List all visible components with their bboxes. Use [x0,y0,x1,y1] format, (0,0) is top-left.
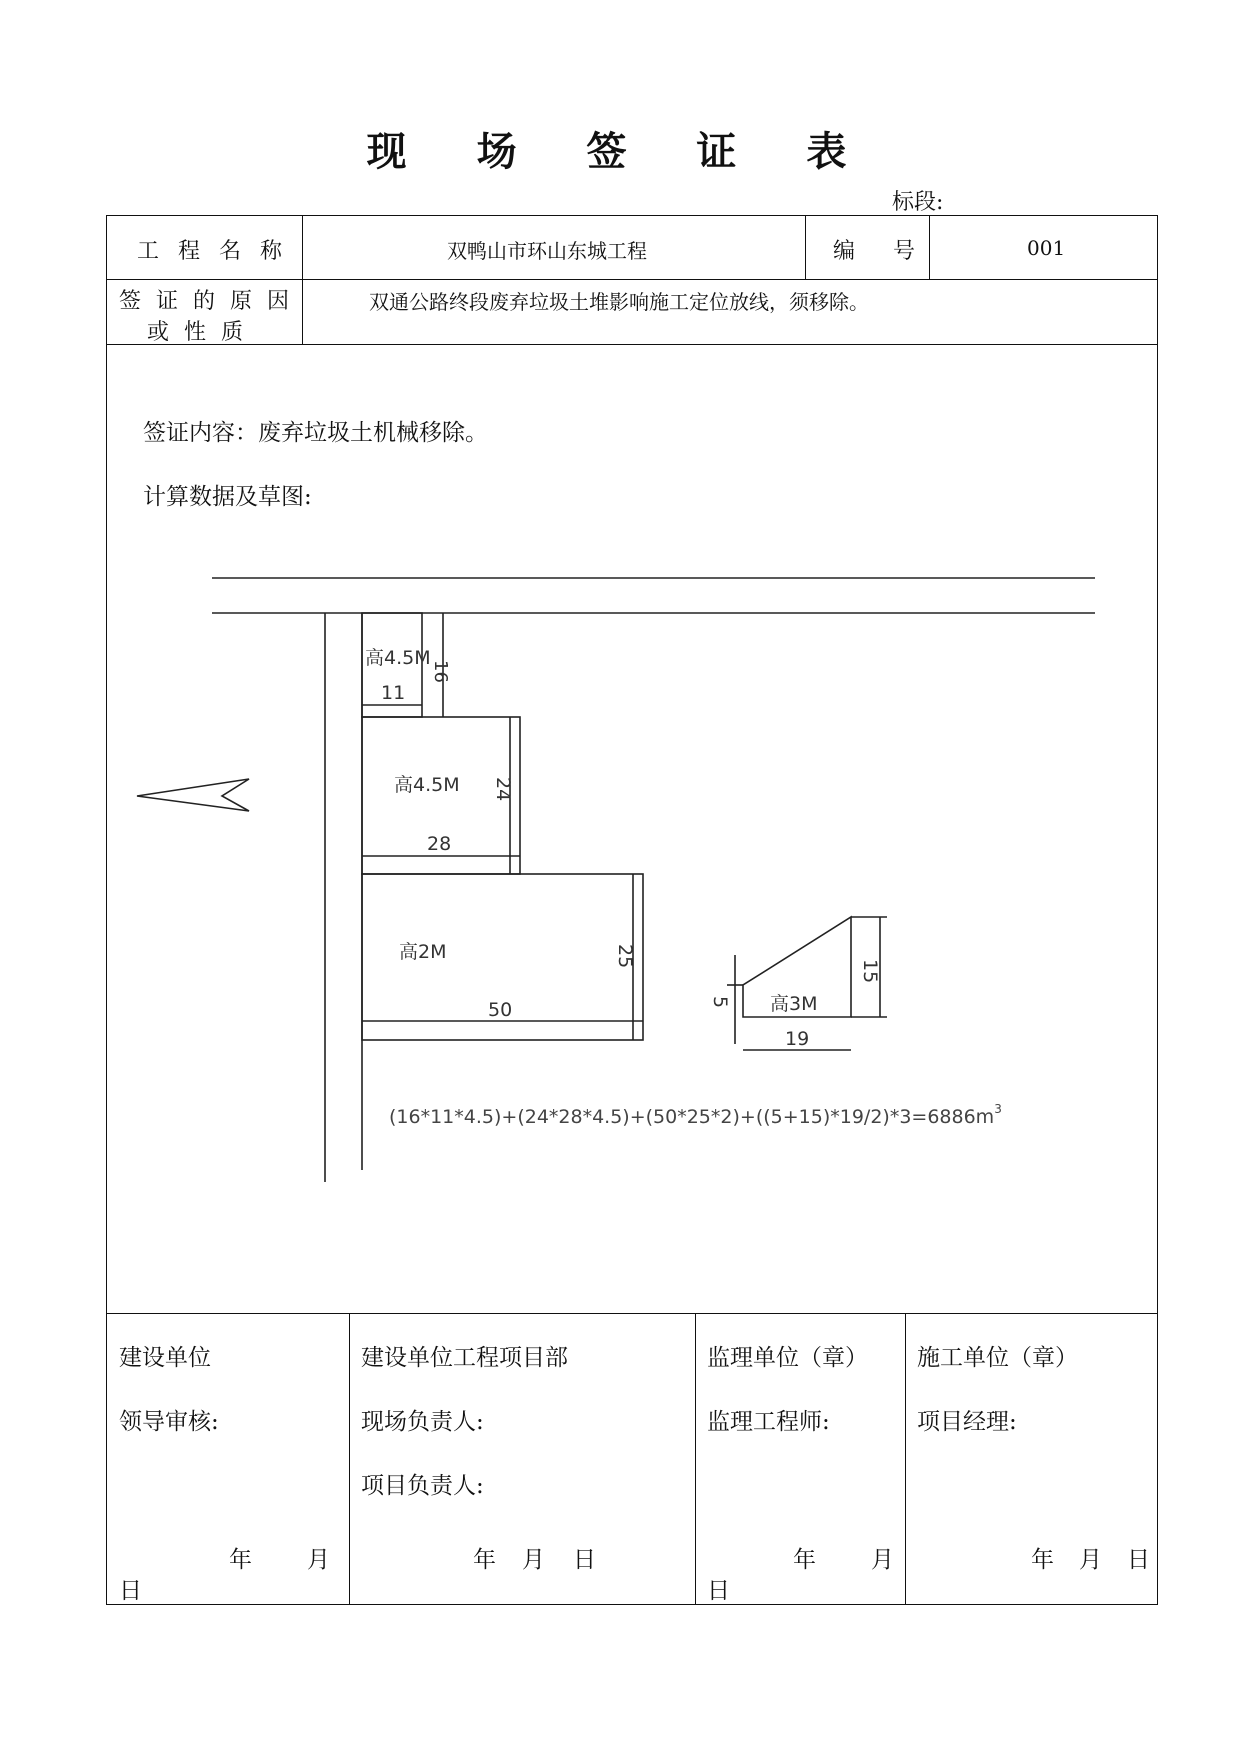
sig-unit: 监理单位（章） [707,1345,868,1371]
date-month: 月 [871,1547,894,1573]
date-day: 日 [573,1547,596,1573]
formula-text: (16*11*4.5)+(24*28*4.5)+(50*25*2)+((5+15)*19/2)*3=6886m [389,1106,995,1128]
col-divider [929,216,930,279]
date-day: 日 [1127,1547,1150,1573]
col-divider [695,1313,696,1605]
reason-value: 双通公路终段废弃垃圾土堆影响施工定位放线，须移除。 [369,290,869,314]
row-divider [107,1313,1157,1314]
sig-unit: 施工单位（章） [917,1345,1078,1371]
date-day: 日 [707,1578,730,1604]
date-month: 月 [1079,1547,1102,1573]
sig-unit: 建设单位工程项目部 [361,1345,568,1371]
date-month: 月 [307,1547,330,1573]
height-label: 高3M [770,993,818,1015]
date-month: 月 [522,1547,545,1573]
section-label: 标段: [892,190,944,215]
col-divider [805,216,806,279]
visa-form [106,215,1158,1605]
height-label: 高4.5M [394,774,460,796]
sig-role: 领导审核: [119,1409,219,1435]
dim-label: 11 [381,682,406,704]
signature-block [119,1344,219,1472]
reason-label: 或 性 质 [147,320,247,345]
dim-label: 16 [430,660,451,683]
sig-role: 监理工程师: [707,1409,830,1435]
sig-role: 项目经理: [917,1409,1017,1435]
dim-label: 19 [785,1028,810,1050]
dim-label: 5 [709,996,731,1009]
formula [389,1102,1002,1128]
date-year: 年 [229,1547,252,1573]
dim-label: 28 [427,833,452,855]
dim-label: 25 [614,944,636,969]
row-divider [107,279,1157,280]
height-label: 高2M [399,941,447,963]
sig-unit: 建设单位 [119,1345,211,1371]
signature-block [361,1344,568,1536]
number-label: 编 号 [833,239,924,264]
formula-sup: 3 [994,1102,1002,1116]
sig-role: 项目负责人: [361,1473,484,1499]
page-title: 现 场 签 证 表 [366,128,875,175]
col-divider [905,1313,906,1605]
dim-label: 24 [492,777,514,802]
signature-block [917,1344,1078,1472]
col-divider [302,216,303,344]
date-year: 年 [1031,1547,1054,1573]
calc-label: 计算数据及草图: [143,484,312,510]
date-year: 年 [793,1547,816,1573]
dim-label: 50 [488,999,513,1021]
dim-label: 15 [859,959,881,984]
north-arrow-icon [137,779,249,811]
reason-label: 签 证 的 原 因 [119,289,293,314]
col-divider [349,1313,350,1605]
height-label: 高4.5M [365,647,431,669]
date-day: 日 [119,1578,142,1604]
number-value: 001 [1027,236,1066,260]
visa-content: 签证内容：废弃垃圾土机械移除。 [143,420,488,446]
sig-role: 现场负责人: [361,1409,484,1435]
project-name-value: 双鸭山市环山东城工程 [447,239,647,263]
signature-block [707,1344,868,1472]
project-name-label: 工 程 名 称 [137,239,288,264]
sketch-drawing [107,344,1157,1312]
date-year: 年 [473,1547,496,1573]
